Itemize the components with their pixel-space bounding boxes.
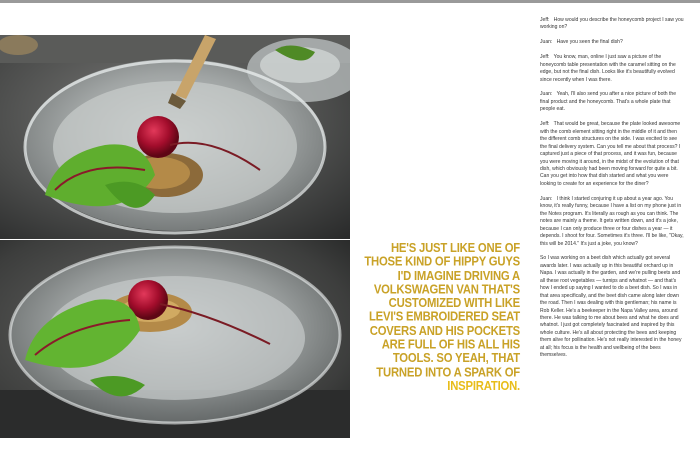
speaker-label: Juan: (540, 39, 553, 46)
pull-quote-text: HE'S JUST LIKE ONE OF THOSE KIND OF HIPPY GUYS I'D IMAGINE DRIVING A VOLKSWAGEN VAN THAT'S CUSTOMIZED WITH LIKE LEVI'S EMBROIDERED SEAT COVERS AND HIS POCKETS ARE FULL OF HIS ALL HIS TOOLS. SO YEAH, THAT TURNED INTO A SPARK OF (364, 242, 520, 380)
paragraph-text: I think I started conjuring it up about a year ago. You know, it's really funny, because I have a list on my phone just in the Notes program. It's literally as rough as you can think. The notes are mainly a theme. It gets written down, and it's a joke, because I can only produce three or four dishes a year — it depends. I shoot for four. Sometimes it's three. I'll be like, "Okay, this will be 2014." It's just a joke, you know? (540, 195, 684, 247)
interview-paragraph (540, 121, 685, 188)
speaker-label: Juan: (540, 91, 553, 98)
paragraph-text: You know, man, online I just saw a picture of the honeycomb table presentation with the caramel sitting on the edge, but not the final dish. Looks like it's beautifully evolved since recently when I was there. (540, 54, 676, 83)
paragraph-text: Have you seen the final dish? (556, 39, 623, 46)
interview-paragraph (540, 196, 685, 248)
paragraph-text: So I was working on a beet dish which actually got several awards later. I was actually up in this beautiful orchard up in Napa. I was actually in the garden, and we're pulling beets and all these root vegetables — turnips and whatnot — and that's how I ended up saying I wanted to do a beet dish. So I was in that area specifically, and the beet dish came along later down the road. Then I was dealing with this gentleman; his name is Rob Keller. He's a beekeeper in the Napa Valley area, around there. He was talking to me about bees and what he does and whatnot. I just got completely fascinated and inspired by this whole culture. He's all about protecting the bees and keeping them alive for pollination. He's not really interested in the honey at all; his focus is the health and wellbeing of the bees themselves. (540, 255, 682, 359)
interview-paragraph (540, 17, 685, 32)
paragraph-text: How would you describe the honeycomb project I saw you working on? (540, 17, 684, 31)
pull-quote-highlight: INSPIRATION. (447, 379, 520, 394)
speaker-label: Jeff: (540, 121, 550, 128)
interview-paragraph (540, 91, 685, 113)
speaker-label: Juan: (540, 195, 553, 202)
interview-paragraph (540, 39, 685, 46)
speaker-label: Jeff: (540, 54, 550, 61)
paragraph-text: That would be great, because the plate looked awesome with the comb element sitting right in the middle of it and then the different comb structures on the side. I was excited to see the final delivery system. Can you tell me about that process? I captured just a piece of that process, and it was fun, because you were moving it around, in the midst of the evolution of that dish, which obviously had been moving forward for quite a bit. Can you get into how that dish started and what you were looking to create for an experience for the diner? (540, 121, 681, 187)
interview-column (540, 17, 685, 367)
speaker-label: Jeff: (540, 17, 550, 23)
paragraph-text: Yeah, I'll also send you after a nice picture of both the final product and the honeycomb. That's a whole plate that people eat. (540, 91, 677, 113)
interview-paragraph (540, 54, 685, 84)
dish-photo-bottom (0, 240, 350, 438)
dish-photo-top (0, 35, 350, 239)
pull-quote (352, 242, 520, 393)
top-rule (0, 0, 700, 3)
interview-paragraph (540, 255, 685, 359)
